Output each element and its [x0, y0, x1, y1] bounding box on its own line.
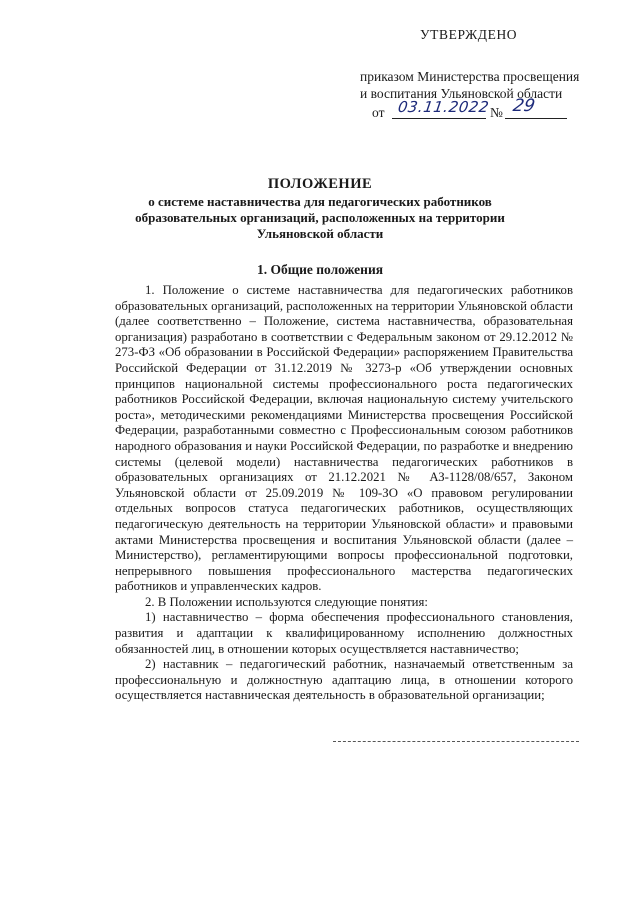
number-label: № — [490, 105, 503, 120]
handwritten-number: 29 — [511, 96, 537, 116]
approval-block — [360, 26, 580, 123]
title-line-2: образовательных организаций, расположенных на территории — [135, 210, 505, 225]
approval-org-line-2: и воспитания Ульяновской области — [360, 86, 563, 101]
paragraph-2: 2. В Положении используются следующие понятия: — [145, 594, 428, 609]
number-underline — [505, 118, 567, 119]
date-label: от — [372, 105, 385, 120]
title-line-1: о системе наставничества для педагогических работников — [148, 194, 492, 209]
title-line-3: Ульяновской области — [256, 226, 384, 241]
paragraph-3: 1) наставничество – форма обеспечения профессионального становления, развития и адаптации к квалифицированному исполнению должностных обязанностей лиц, в отношении которых осуществляется наставничество; — [115, 610, 573, 656]
document-title — [0, 176, 640, 242]
paragraph-1: 1. Положение о системе наставничества для педагогических работников образовательных организаций, расположенных на территории Ульяновской области (далее соответственно – Положение, система наставничества, образовательная организация) разработано в соответствии с Федеральным законом от 29.12.2012 № 273-ФЗ «Об образовании в Российской Федерации» распоряжением Правительства Российской Федерации от 31.12.2019 № 3273-р «Об утверждении основных принципов национальной системы профессионального роста педагогических работников Российской Федерации, включая национальную систему учительского роста», методическими рекомендациями Министерства просвещения Российской Федерации, разработанными совместно с Профессиональным союзом работников народного образования и науки Российской Федерации, по разработке и внедрению системы (целевой модели) наставничества педагогических работников в образовательных организациях от 21.12.2021 № АЗ-1128/08/657, Законом Ульяновской области от 25.09.2019 № 109-ЗО «О правовом регулировании отдельных вопросов статуса педагогических работников, осуществляющих педагогическую деятельность на территории Ульяновской области» и правовыми актами Министерства просвещения и воспитания Ульяновской области (далее – Министерство), регламентирующими вопросы профессиональной подготовки, непрерывного повышения профессионального мастерства педагогических работников и управленческих кадров. — [115, 283, 573, 594]
order-date-number-line — [360, 96, 580, 123]
paragraph-4: 2) наставник – педагогический работник, назначаемый ответственным за профессиональную и должностную адаптацию лица, в отношении которого осуществляется наставническая деятельность в образовательной организации; — [115, 657, 573, 703]
title-main: ПОЛОЖЕНИЕ — [267, 176, 373, 192]
date-underline — [392, 118, 486, 119]
section-heading: 1. Общие положения — [256, 262, 384, 277]
document-body — [115, 283, 573, 704]
approval-org-line-1: приказом Министерства просвещения — [360, 69, 580, 84]
approval-heading: УТВЕРЖДЕНО — [420, 27, 518, 42]
footer-dashed-rule — [333, 741, 579, 742]
handwritten-date: 03.11.2022 — [396, 98, 491, 116]
